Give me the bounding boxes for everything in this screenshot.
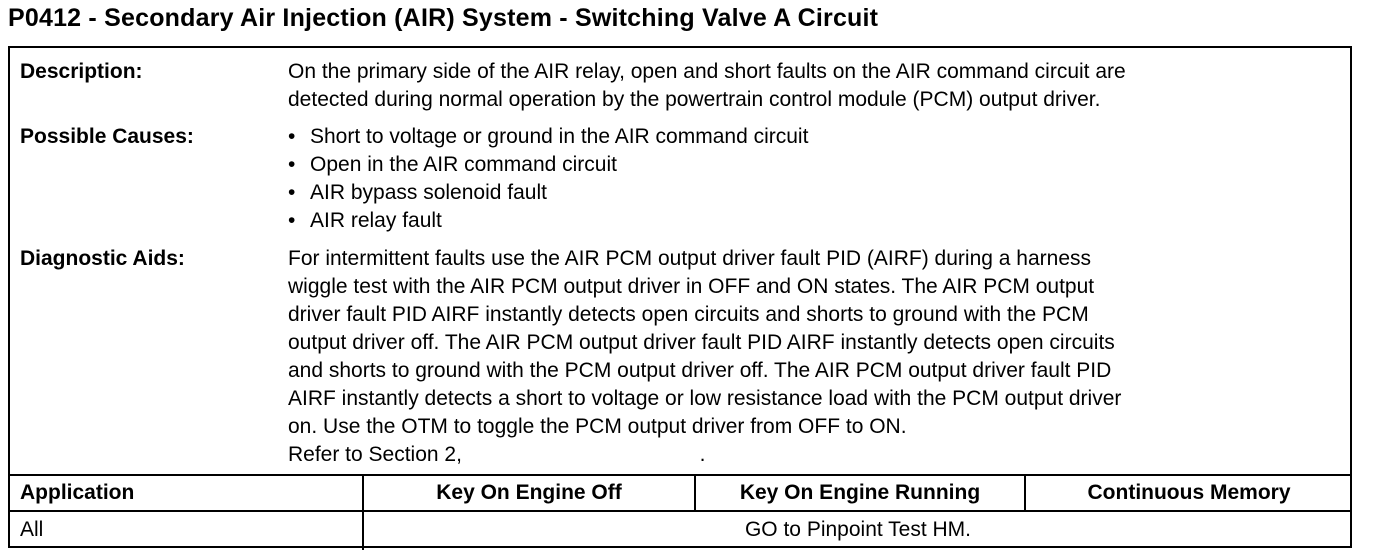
- diagnostic-aids-line: For intermittent faults use the AIR PCM output driver fault PID (AIRF) during a harness: [288, 247, 1091, 270]
- description-label: Description:: [20, 60, 143, 83]
- refer-prefix: Refer to Section 2,: [288, 443, 468, 466]
- pinpoint-test-action: GO to Pinpoint Test HM.: [744, 518, 972, 541]
- cause-item: • Short to voltage or ground in the AIR command circuit: [288, 123, 1330, 151]
- diagnostic-aids-line: AIRF instantly detects a short to voltage or low resistance load with the PCM output driver: [288, 387, 1122, 410]
- header-continuous-memory: Continuous Memory: [1087, 481, 1291, 504]
- application-value: All: [20, 518, 44, 541]
- cause-item: • Open in the AIR command circuit: [288, 151, 1330, 179]
- page-title: P0412 - Secondary Air Injection (AIR) System - Switching Valve A Circuit: [8, 4, 879, 32]
- diagnostic-aids-line: and shorts to ground with the PCM output driver off. The AIR PCM output driver fault PID: [288, 359, 1112, 382]
- cause-item: • AIR bypass solenoid fault: [288, 179, 1330, 207]
- refer-suffix: .: [699, 443, 706, 466]
- diagnostic-aids-text: [288, 245, 1330, 469]
- header-application: Application: [20, 481, 135, 504]
- diagnostic-aids-line: output driver off. The AIR PCM output driver fault PID AIRF instantly detects open circuits: [288, 331, 1115, 354]
- diagnostic-aids-line: wiggle test with the AIR PCM output driver in OFF and ON states. The AIR PCM output: [288, 275, 1095, 298]
- header-key-on-engine-off: Key On Engine Off: [436, 481, 622, 504]
- otm-section-link[interactable]: Output Test Mode (OTM): [467, 443, 700, 466]
- possible-causes-list: [288, 123, 1330, 235]
- header-key-on-engine-running: Key On Engine Running: [739, 481, 981, 504]
- description-line: detected during normal operation by the powertrain control module (PCM) output driver.: [288, 88, 1101, 111]
- diagnostic-aids-line: driver fault PID AIRF instantly detects open circuits and shorts to ground with the PCM: [288, 303, 1089, 326]
- description-text: [288, 58, 1330, 114]
- possible-causes-label: Possible Causes:: [20, 125, 194, 148]
- cause-item: • AIR relay fault: [288, 207, 1330, 235]
- description-line: On the primary side of the AIR relay, open and short faults on the AIR command circuit are: [288, 60, 1126, 83]
- dtc-info-table: [8, 46, 1352, 548]
- diagnostic-aids-line: on. Use the OTM to toggle the PCM output driver from OFF to ON.: [288, 415, 907, 438]
- refer-line: [288, 441, 1330, 469]
- diagnostic-aids-label: Diagnostic Aids:: [20, 247, 185, 270]
